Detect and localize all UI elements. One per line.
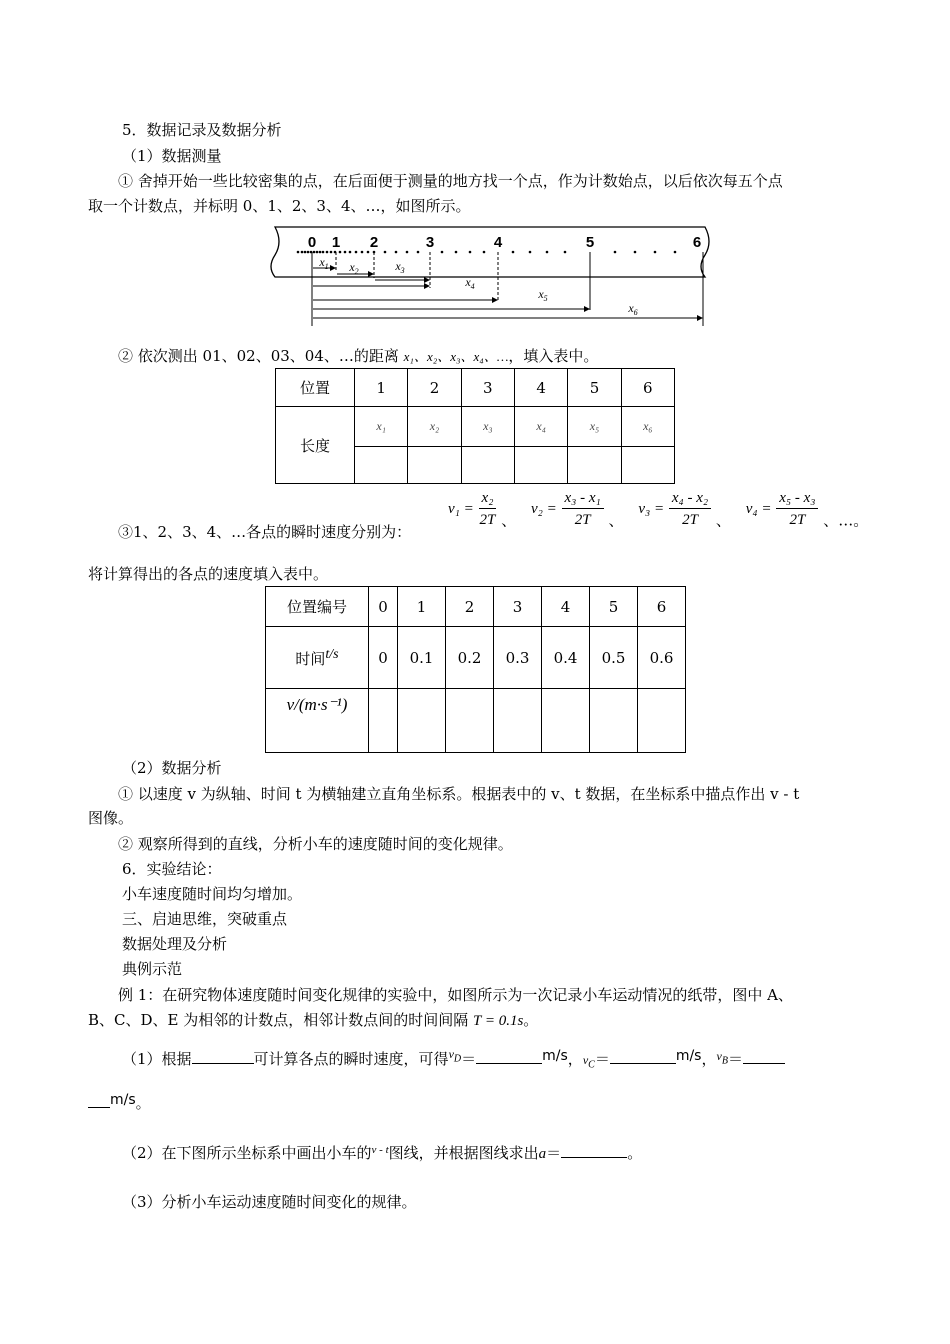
step2-vars: x₁、x₂、x₃、x₄、… (403, 349, 509, 364)
question-1-cont: m/s。 (88, 1090, 151, 1113)
tape-label-1: 1 (331, 234, 341, 251)
step1-line2: 取一个计数点，并标明 0、1、2、3、4、…，如图所示。 (88, 197, 471, 215)
svg-text:x4: $x_4$ (465, 275, 475, 291)
question-1: （1）根据 可计算各点的瞬时速度，可得$^{v_D}$＝ m/s，$v_C= m/s$，$^{v_B}$＝ (122, 1044, 785, 1075)
tape-x1: x (319, 255, 325, 269)
example-line1: 例 1：在研究物体速度随时间变化规律的实验中，如图所示为一次记录小车运动情况的纸带，图中 A、 (118, 986, 793, 1004)
conclusion-text: 小车速度随时间均匀增加。 (122, 885, 303, 903)
paper-tape-figure (265, 222, 715, 332)
tape-label-5: 5 (585, 234, 595, 251)
answer-blank-a[interactable] (561, 1143, 627, 1158)
tape-x2: x (349, 260, 355, 274)
analysis-1: ① 以速度 v 为纵轴、时间 t 为横轴建立直角坐标系。根据表中的 v、t 数据，在坐标系中描点作出 v - t (118, 785, 800, 803)
answer-blank-method[interactable] (192, 1049, 254, 1064)
svg-text:x5: $x_5$ (538, 287, 548, 303)
question-2: （2）在下图所示坐标系中画出小车的$^{v - t}$图线，并根据图线求出a＝ 。 (122, 1144, 643, 1162)
table2-header-time: 时间t/s (266, 627, 369, 689)
tape-label-3: 3 (425, 234, 435, 251)
answer-blank-vB[interactable] (743, 1049, 785, 1064)
svg-text:x3: $x_3$ (395, 259, 405, 275)
tape-x4: x (465, 275, 471, 289)
tape-label-4: 4 (493, 234, 503, 251)
question-3: （3）分析小车运动速度随时间变化的规律。 (122, 1193, 417, 1211)
analysis-2: ② 观察所得到的直线，分析小车的速度随时间的变化规律。 (118, 835, 513, 853)
step3-text: ③1、2、3、4、…各点的瞬时速度分别为： (118, 523, 412, 541)
data-processing-heading: 数据处理及分析 (122, 935, 228, 953)
step2-line: ② 依次测出 01、02、03、04、…的距离 x₁、x₂、x₃、x₄、…，填入表中。 (118, 347, 599, 365)
section-3-title: 三、启迪思维，突破重点 (122, 910, 288, 928)
tape-x6: x (628, 301, 634, 315)
length-table: 位置 1 2 3 4 5 6 长度 x₁ x₂ x₃ x₄ x₅ x₆ (275, 368, 675, 484)
fill-table-text: 将计算得出的各点的速度填入表中。 (88, 565, 329, 583)
step1-line1: ① 舍掉开始一些比较密集的点，在后面便于测量的地方找一个点，作为计数始点，以后依次每五个点 (118, 172, 783, 190)
subsection-measure: （1）数据测量 (122, 147, 222, 165)
analysis-1b: 图像。 (88, 809, 134, 827)
subsection-analysis: （2）数据分析 (122, 759, 222, 777)
section-6-title: 6．实验结论： (122, 860, 222, 878)
velocity-table: 位置编号 0 1 2 3 4 5 6 时间t/s 0 0.1 0.2 0.3 0.4 0.5 0.6 v/(m·s⁻¹) (265, 586, 686, 753)
tape-x3: x (395, 259, 401, 273)
answer-blank-vD[interactable] (476, 1049, 542, 1064)
section-5-title: 5．数据记录及数据分析 (122, 121, 282, 139)
svg-text:x2: $x_2$ (349, 260, 359, 276)
example-heading: 典例示范 (122, 960, 183, 978)
svg-text:x1: $x_1$ (319, 255, 329, 271)
example-line2: B、C、D、E 为相邻的计数点，相邻计数点间的时间间隔 T = 0.1s。 (88, 1011, 539, 1029)
table1-header-pos: 位置 (276, 369, 355, 407)
svg-text:x6: $x_6$ (628, 301, 638, 317)
tape-x5: x (538, 287, 544, 301)
table2-header-v: v/(m·s⁻¹) (266, 689, 369, 753)
table1-header-len: 长度 (276, 407, 355, 484)
tape-label-2: 2 (369, 234, 379, 251)
tape-label-6: 6 (692, 234, 702, 251)
answer-blank-vC[interactable] (610, 1049, 676, 1064)
velocity-formulas: v₁ = $\frac{\text{x₂}}{2T}$ 、 v₂ = $\frac{\text{x₃ - x₁}}{2T}$ 、 v₃ = $\frac{\text{x₄ - x₂}}{2T}$ 、 v₄ = $\frac{\text{x₅ - x₃}}{2T}$ 、…。 (448, 490, 869, 530)
tape-label-0: 0 (307, 234, 317, 251)
table2-header-id: 位置编号 (266, 587, 369, 627)
